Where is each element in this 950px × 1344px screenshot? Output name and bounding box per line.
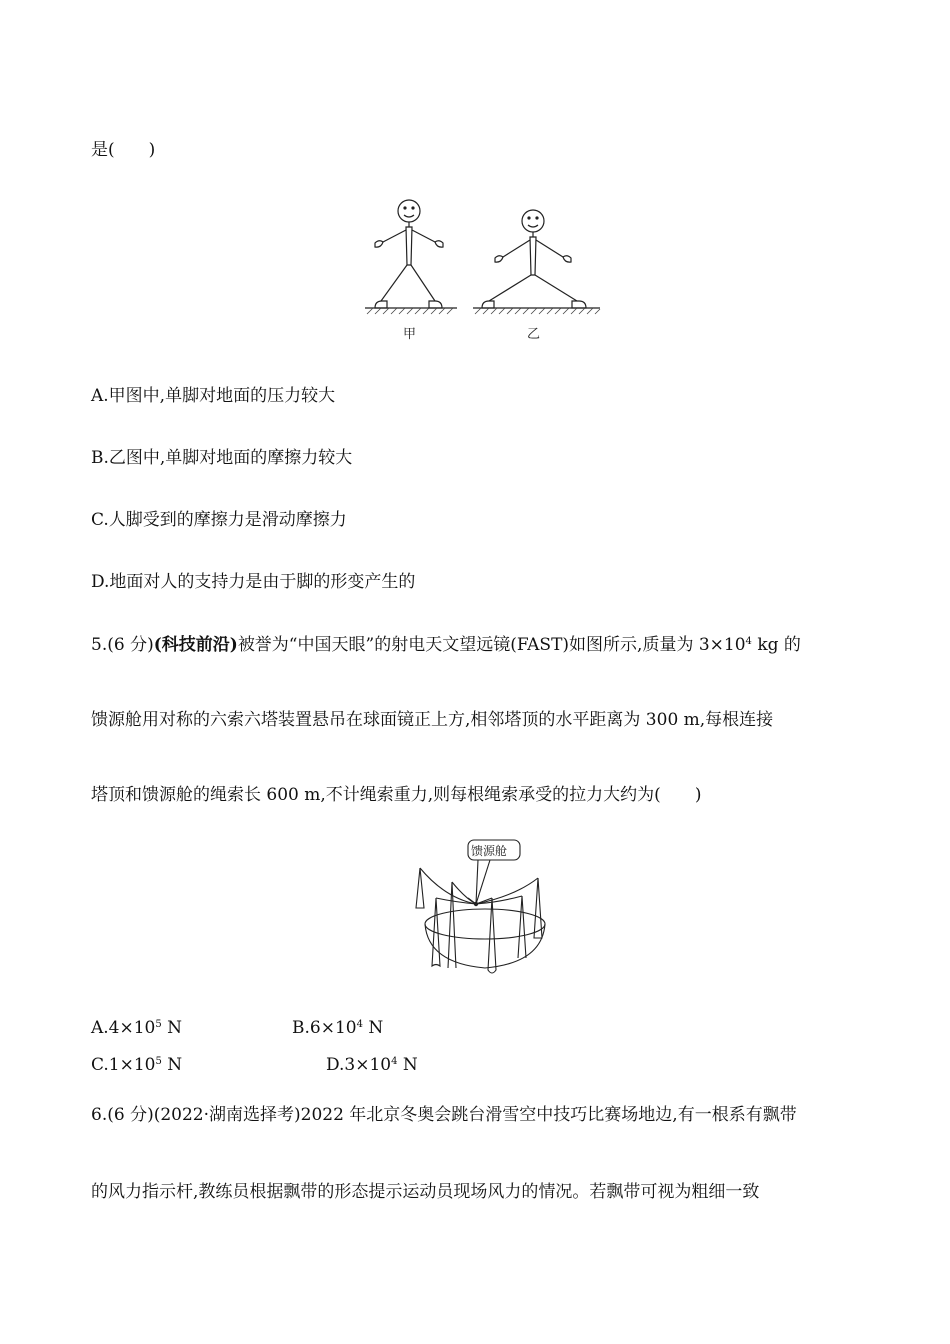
q6-stem-line2: 的风力指示杆,教练员根据飘带的形态提示运动员现场风力的情况。若飘带可视为粗细一致 — [91, 1182, 760, 1202]
q5-stem-line2: 馈源舱用对称的六索六塔装置悬吊在球面镜正上方,相邻塔顶的水平距离为 300 m,每根连接 — [91, 710, 774, 730]
q5-text-a: 被誉为“中国天眼”的射电天文望远镜(FAST)如图所示,质量为 3×10 — [237, 635, 746, 655]
q5-stem-line1 — [91, 634, 801, 656]
q5-tag: (科技前沿) — [153, 635, 238, 655]
q5-exponent: 4 — [745, 636, 752, 647]
q5-option-a: $A.4\times 10^5$ N — [91, 1018, 183, 1038]
q5-option-c: $C.1\times 10^5$ N — [91, 1055, 183, 1075]
q4-option-b: B.乙图中,单脚对地面的摩擦力较大 — [91, 448, 353, 468]
q5-option-d: $D.3\times 10^4$ N — [326, 1055, 418, 1075]
q5-text-b: kg 的 — [751, 635, 801, 655]
q4-option-c: C.人脚受到的摩擦力是滑动摩擦力 — [91, 510, 347, 530]
label-yi: 乙 — [527, 327, 541, 342]
feed-cabin-label: 馈源舱 — [471, 844, 508, 858]
q4-option-d: D.地面对人的支持力是由于脚的形变产生的 — [91, 572, 416, 592]
q6-stem-line1: 6.(6 分)(2022·湖南选择考)2022 年北京冬奥会跳台滑雪空中技巧比赛场地边,有一根系有飘带 — [91, 1105, 797, 1125]
fast-telescope-diagram — [410, 838, 560, 983]
q4-option-a: A.甲图中,单脚对地面的压力较大 — [91, 386, 336, 406]
q5-number: 5.(6 分) — [91, 635, 154, 655]
q5-option-b: $B.6\times 10^4$ N — [292, 1018, 384, 1038]
question-stem-tail: 是( ) — [91, 140, 156, 160]
stick-figures-diagram — [365, 195, 605, 345]
figure-yi — [473, 210, 600, 308]
q5-stem-line3: 塔顶和馈源舱的绳索长 600 m,不计绳索重力,则每根绳索承受的拉力大约为( ) — [91, 785, 702, 805]
figure-jia — [365, 200, 457, 308]
label-jia: 甲 — [403, 327, 417, 342]
